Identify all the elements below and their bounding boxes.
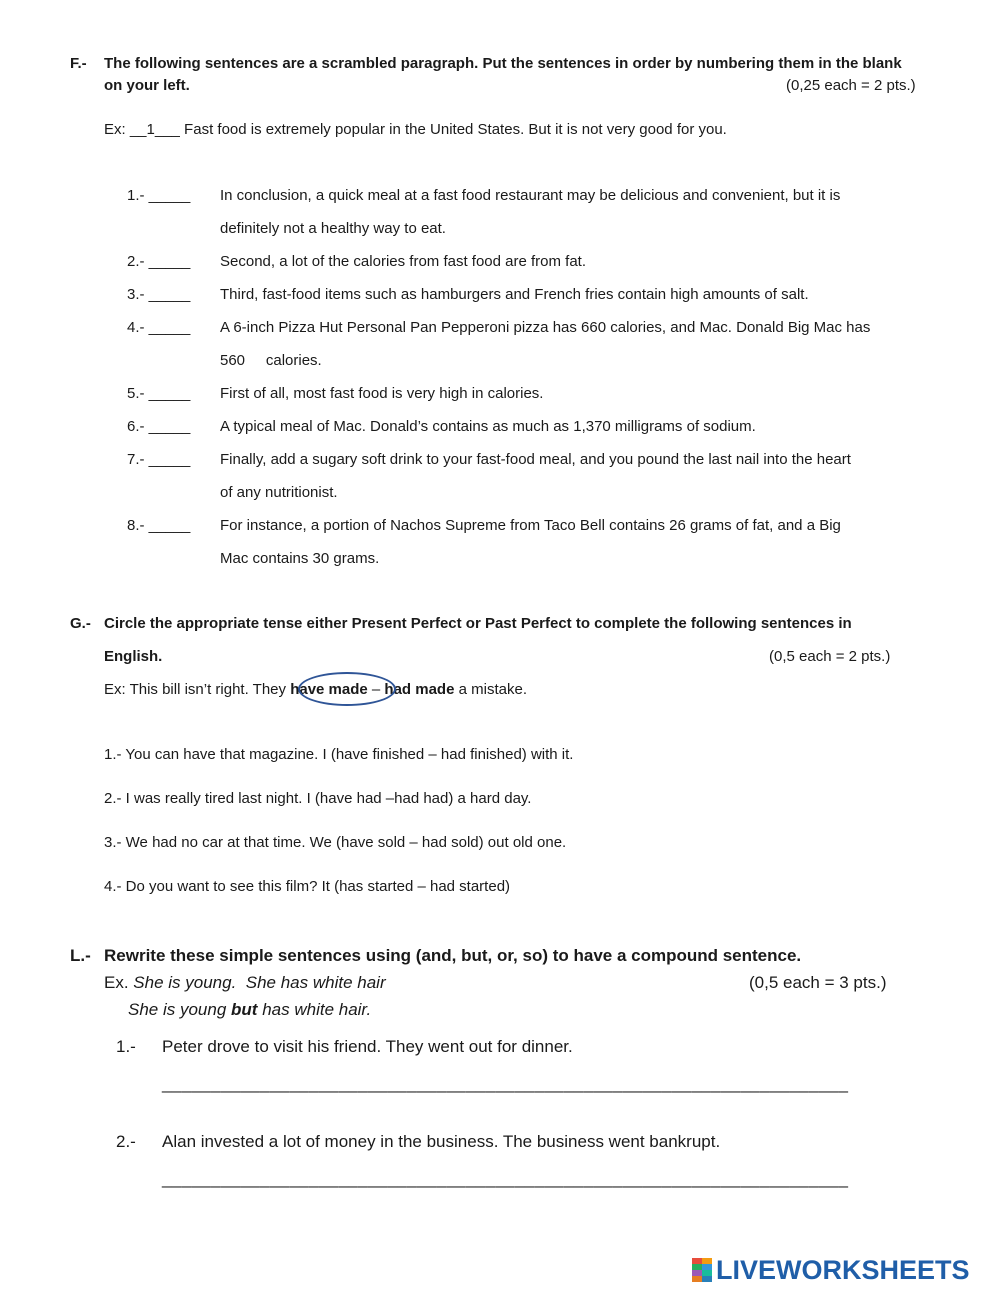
list-item-number[interactable]: 4.- _____: [127, 319, 191, 336]
example-label: Ex.: [104, 973, 129, 992]
list-item-text: Mac contains 30 grams.: [220, 550, 380, 567]
example-suffix: a mistake.: [458, 681, 527, 698]
list-item-text: First of all, most fast food is very high in calories.: [220, 385, 544, 402]
section-g-instruction-line2: English.: [104, 648, 163, 665]
list-item-number[interactable]: 5.- _____: [127, 385, 191, 402]
example-answer-circle: [298, 672, 396, 706]
example-option-have-made[interactable]: have made: [290, 681, 368, 698]
example-prefix: Ex: This bill isn’t right. They: [104, 681, 287, 698]
list-item-number[interactable]: 2.- _____: [127, 253, 191, 270]
section-f-instruction-line2: on your left.: [104, 77, 190, 94]
section-f-points: (0,25 each = 2 pts.): [786, 77, 916, 94]
list-item-text: A typical meal of Mac. Donald’s contains as much as 1,370 milligrams of sodium.: [220, 418, 756, 435]
answer-conjunction: but: [231, 1000, 258, 1019]
list-item-number[interactable]: 8.- _____: [127, 517, 191, 534]
section-f-example: Ex: __1___ Fast food is extremely popular in the United States. But it is not very good for you.: [104, 121, 727, 138]
logo-color-block: [692, 1276, 702, 1282]
section-l-item-number: 1.-: [116, 1037, 136, 1056]
section-l-item-text: Alan invested a lot of money in the business. The business went bankrupt.: [162, 1132, 721, 1151]
answer-after: has white hair.: [262, 1000, 372, 1019]
section-l-points: (0,5 each = 3 pts.): [749, 973, 887, 992]
list-item-text: 560 calories.: [220, 352, 322, 369]
section-g-marker: G.-: [70, 615, 91, 632]
answer-line-input[interactable]: ______________________________________________________________________: [162, 1169, 849, 1188]
example-text: She is young. She has white hair: [133, 973, 386, 992]
answer-before: She is young: [128, 1000, 227, 1019]
section-l-item-text: Peter drove to visit his friend. They went out for dinner.: [162, 1037, 573, 1056]
list-item-text: Finally, add a sugary soft drink to your fast-food meal, and you pound the last nail into the heart: [220, 451, 851, 468]
list-item-text: Second, a lot of the calories from fast food are from fat.: [220, 253, 587, 270]
section-f-marker: F.-: [70, 55, 87, 72]
section-g-item[interactable]: 3.- We had no car at that time. We (have sold – had sold) out old one.: [104, 834, 567, 851]
liveworksheets-logo-icon: [692, 1258, 712, 1282]
section-l-item-number: 2.-: [116, 1132, 136, 1151]
logo-color-block: [702, 1276, 712, 1282]
list-item-number[interactable]: 6.- _____: [127, 418, 191, 435]
list-item-text: A 6-inch Pizza Hut Personal Pan Pepperoni pizza has 660 calories, and Mac. Donald Big Mac has: [220, 319, 871, 336]
section-g-points: (0,5 each = 2 pts.): [769, 648, 891, 665]
list-item-number[interactable]: 3.- _____: [127, 286, 191, 303]
answer-line-input[interactable]: ______________________________________________________________________: [162, 1074, 849, 1093]
section-l-marker: L.-: [70, 946, 91, 965]
section-g-item[interactable]: 4.- Do you want to see this film? It (has started – had started): [104, 878, 511, 895]
section-g-instruction-line1: Circle the appropriate tense either Present Perfect or Past Perfect to complete the following sentences in: [104, 615, 852, 632]
section-l-instruction: Rewrite these simple sentences using (and, but, or, so) to have a compound sentence.: [104, 946, 802, 965]
section-l-example: [104, 973, 386, 993]
section-l-example-answer: [128, 1000, 371, 1020]
list-item-number[interactable]: 7.- _____: [127, 451, 191, 468]
section-g-item[interactable]: 2.- I was really tired last night. I (have had –had had) a hard day.: [104, 790, 532, 807]
liveworksheets-logo-text: LIVEWORKSHEETS: [716, 1254, 970, 1285]
example-dash: –: [371, 681, 381, 698]
list-item-text: For instance, a portion of Nachos Supreme from Taco Bell contains 26 grams of fat, and a Big: [220, 517, 841, 534]
example-option-had-made[interactable]: had made: [384, 681, 455, 698]
list-item-text: Third, fast-food items such as hamburgers and French fries contain high amounts of salt.: [220, 286, 809, 303]
list-item-text: In conclusion, a quick meal at a fast food restaurant may be delicious and convenient, but it is: [220, 187, 841, 204]
liveworksheets-logo: [692, 1256, 970, 1284]
section-f-instruction-line1: The following sentences are a scrambled paragraph. Put the sentences in order by numbering them in the blank: [104, 55, 902, 72]
list-item-text: of any nutritionist.: [220, 484, 338, 501]
section-g-item[interactable]: 1.- You can have that magazine. I (have finished – had finished) with it.: [104, 746, 574, 763]
list-item-text: definitely not a healthy way to eat.: [220, 220, 446, 237]
list-item-number[interactable]: 1.- _____: [127, 187, 191, 204]
